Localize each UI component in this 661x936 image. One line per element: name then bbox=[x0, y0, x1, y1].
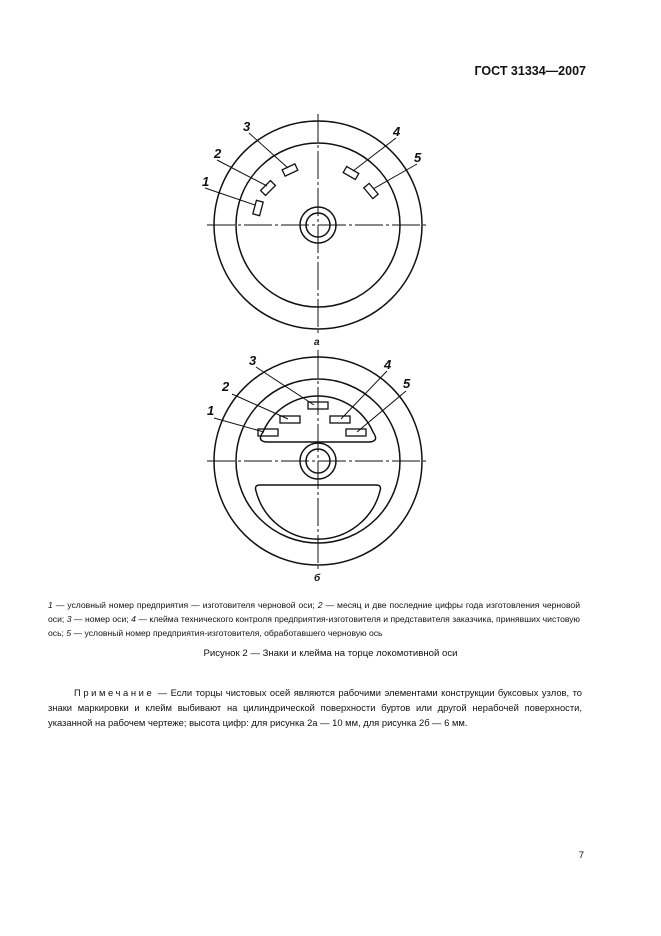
figure-a-mark-5 bbox=[364, 183, 378, 198]
figure-a-callout-4: 4 bbox=[393, 124, 401, 139]
note-lead: Примечание bbox=[74, 687, 155, 698]
figure-a-mark-1 bbox=[253, 200, 263, 215]
figure-a-callout-5: 5 bbox=[414, 150, 422, 165]
figure-a-leader-2 bbox=[217, 160, 267, 186]
note-text: — Если торцы чистовых осей являются рабочими элементами конструкции буксовых узлов, то знаки маркировки и клейм выбивают на цилиндрической поверхности буртов или другой нерабочей поверхности, указанной на рабочем чертеже; высота цифр: для рисунка 2а — 10 мм, для рисунка 2б — 6 мм. bbox=[48, 687, 582, 728]
figure-a-sublabel: а bbox=[314, 337, 320, 348]
legend-text-3: — номер оси; bbox=[71, 614, 132, 624]
legend-text-2: — месяц и две последние цифры года изготовления черновой оси; bbox=[48, 600, 580, 624]
figure-a-mark-3 bbox=[282, 164, 298, 176]
figure-b-leader-2 bbox=[232, 394, 288, 419]
figure-b-callout-5: 5 bbox=[403, 376, 411, 391]
figure-title: Рисунок 2 — Знаки и клейма на торце локомотивной оси bbox=[203, 648, 458, 659]
figure-a-callout-3: 3 bbox=[243, 119, 251, 134]
page-number: 7 bbox=[578, 850, 584, 861]
legend-text-1: — условный номер предприятия — изготовителя черновой оси; bbox=[52, 600, 318, 610]
legend-num-4: 4 bbox=[131, 614, 136, 624]
figure-b-callout-1: 1 bbox=[207, 403, 215, 418]
figure-a-drawing bbox=[205, 114, 429, 336]
legend-text-4: — клейма технического контроля предприятия-изготовителя и представителя заказчика, принявших чистовую ось; bbox=[48, 614, 580, 638]
figure-b-callout-2: 2 bbox=[222, 379, 230, 394]
figure-a-mark-2 bbox=[261, 181, 276, 196]
note-paragraph bbox=[48, 685, 582, 730]
figure-b-mark-5 bbox=[346, 429, 366, 436]
legend-num-5: 5 bbox=[66, 628, 72, 638]
standard-header: ГОСТ 31334—2007 bbox=[474, 64, 586, 78]
figure-b-callout-4: 4 bbox=[384, 357, 392, 372]
figure-b-drawing bbox=[207, 350, 429, 572]
figure-a-leader-1 bbox=[205, 188, 255, 205]
figure-b-leader-5 bbox=[357, 391, 406, 432]
legend-num-1: 1 bbox=[48, 600, 53, 610]
legend-num-2: 2 bbox=[317, 600, 323, 610]
figure-legend bbox=[48, 598, 580, 640]
legend-num-3: 3 bbox=[66, 614, 72, 624]
figure-b-mark-4 bbox=[330, 416, 350, 423]
legend-text-5: — условный номер предприятия-изготовителя, обработавшего черновую ось bbox=[71, 628, 383, 638]
figure-a-callout-1: 1 bbox=[202, 174, 210, 189]
figure-b-callout-3: 3 bbox=[249, 353, 257, 368]
figure-b-leader-1 bbox=[214, 418, 264, 432]
figure-a-callout-2: 2 bbox=[214, 146, 222, 161]
figure-b-sublabel: б bbox=[314, 573, 321, 584]
figure-b-leader-4 bbox=[341, 371, 387, 419]
